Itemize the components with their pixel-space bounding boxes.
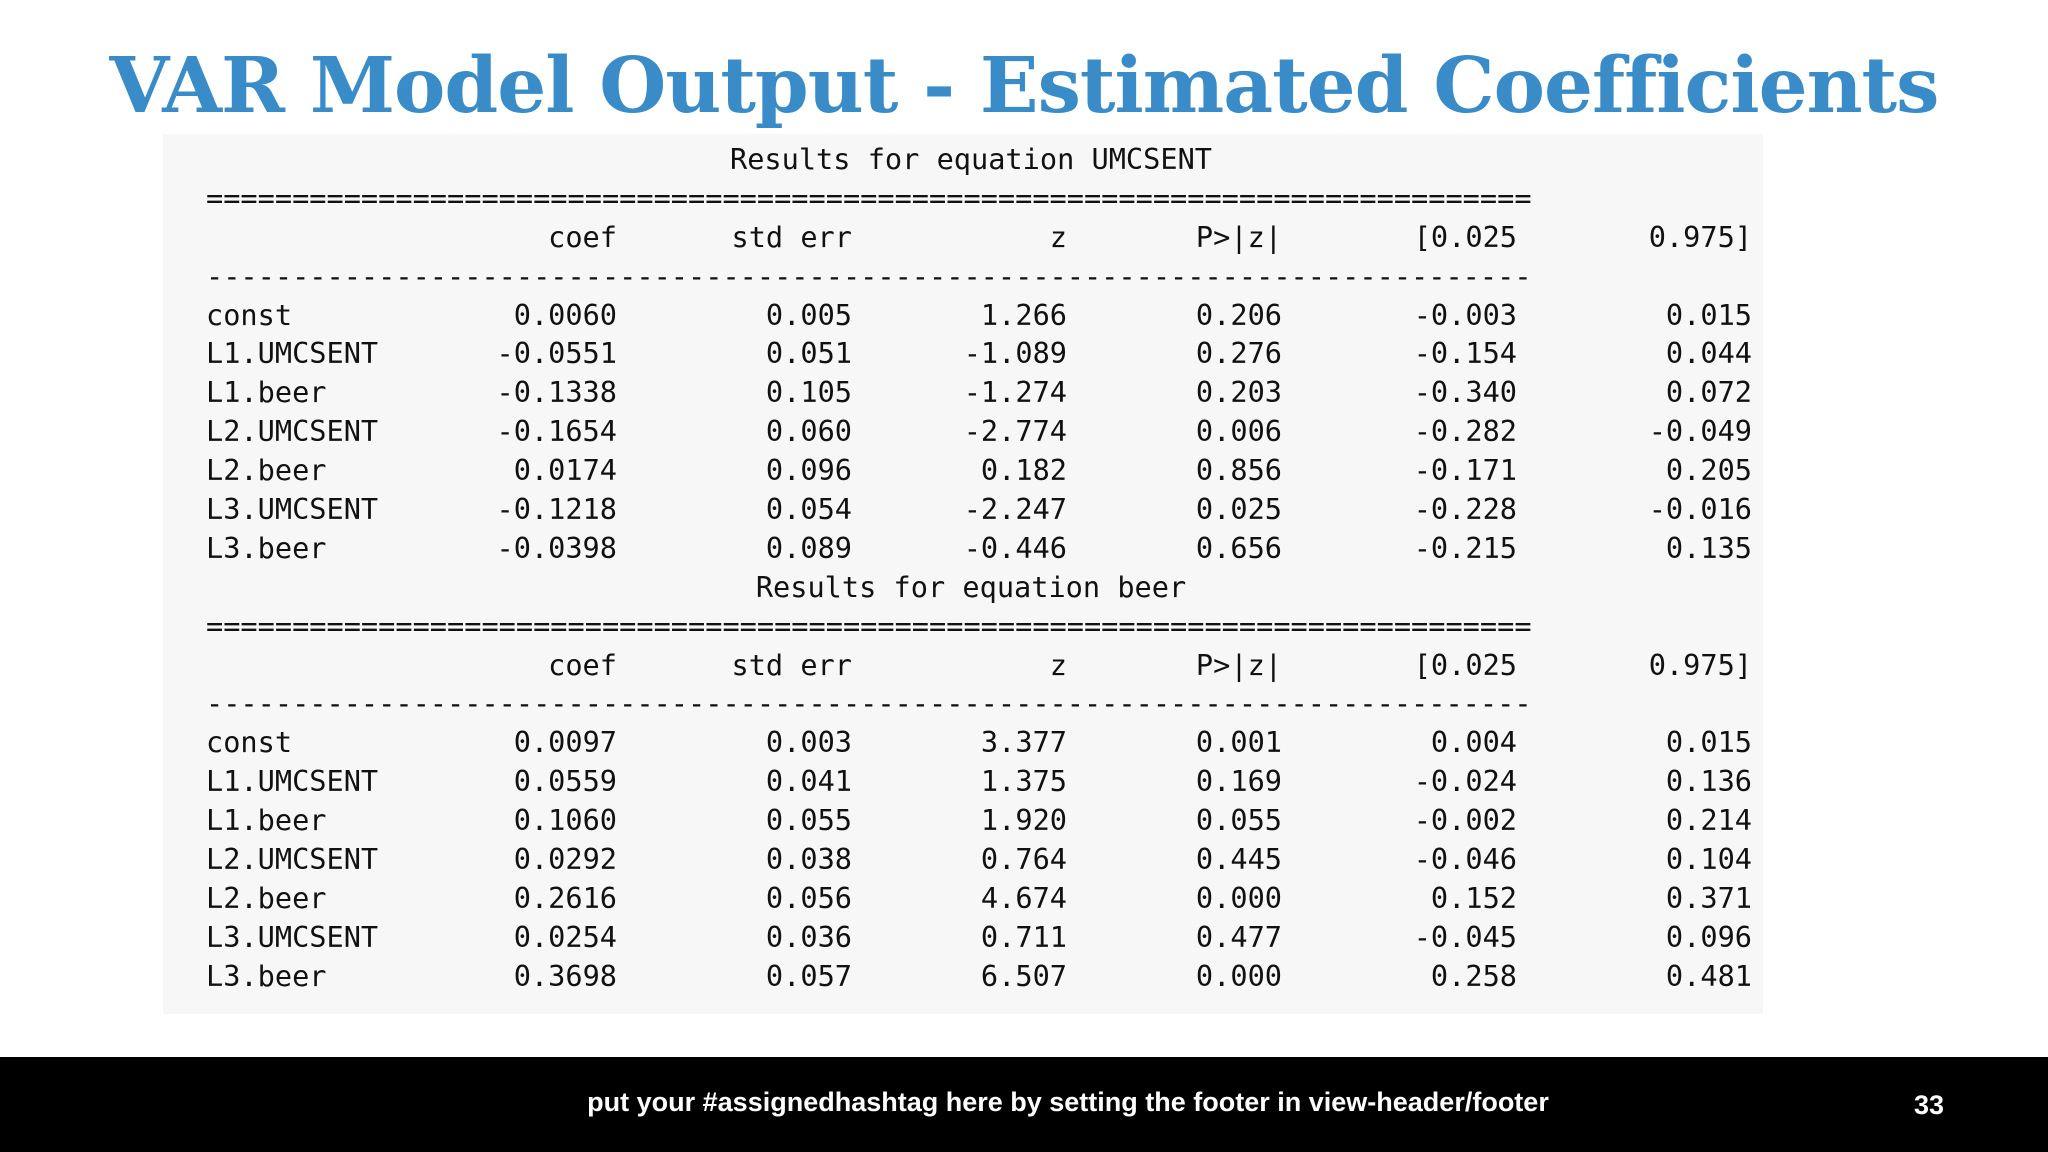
table-cell: 0.182	[980, 453, 1067, 488]
column-header-row	[206, 218, 1752, 257]
table-cell: 0.656	[1195, 530, 1282, 565]
page-number: 33	[1913, 1090, 1944, 1120]
table-cell: 0.2616	[513, 880, 617, 915]
column-header: coef	[548, 219, 617, 254]
table-cell: -0.002	[1413, 803, 1517, 838]
table-cell: 0.060	[765, 414, 852, 449]
table-cell: -0.016	[1648, 492, 1752, 527]
table-cell: 0.006	[1195, 414, 1282, 449]
table-cell: 0.055	[765, 803, 852, 838]
table-cell: 0.477	[1195, 919, 1282, 954]
table-cell: 0.038	[765, 842, 852, 877]
row-label: L3.UMCSENT	[206, 919, 379, 954]
table-cell: 0.0559	[513, 764, 617, 799]
table-cell: 0.015	[1665, 725, 1752, 760]
slide-title: VAR Model Output - Estimated Coefficients	[109, 41, 1939, 131]
table-cell: -1.089	[963, 336, 1067, 371]
table-cell: 0.055	[1195, 803, 1282, 838]
row-label: L3.beer	[206, 530, 327, 565]
row-label: L1.UMCSENT	[206, 764, 379, 799]
table-cell: -2.247	[963, 492, 1067, 527]
table-cell: 0.856	[1195, 453, 1282, 488]
column-header: P>|z|	[1195, 219, 1282, 254]
table-cell: 0.205	[1665, 453, 1752, 488]
row-label: const	[206, 725, 293, 760]
table-cell: 0.096	[1665, 919, 1752, 954]
row-label: L2.UMCSENT	[206, 414, 379, 449]
table-cell: 0.104	[1665, 842, 1752, 877]
table-cell: -0.282	[1413, 414, 1517, 449]
table-cell: 0.000	[1195, 958, 1282, 993]
table-cell: 0.152	[1430, 880, 1517, 915]
row-label: L3.UMCSENT	[206, 492, 379, 527]
table-cell: 0.044	[1665, 336, 1752, 371]
row-label: L2.beer	[206, 453, 327, 488]
table-cell: 0.445	[1195, 842, 1282, 877]
table-cell: -0.045	[1413, 919, 1517, 954]
footer-bar	[0, 1057, 2048, 1152]
table-cell: 0.276	[1195, 336, 1282, 371]
table-cell: 0.025	[1195, 492, 1282, 527]
row-label: L1.UMCSENT	[206, 336, 379, 371]
table-cell: 0.096	[765, 453, 852, 488]
table-cell: 0.036	[765, 919, 852, 954]
equation-heading-text: Results for equation beer	[755, 569, 1187, 604]
table-cell: -0.0398	[496, 530, 617, 565]
table-cell: 0.214	[1665, 803, 1752, 838]
column-header-row	[206, 646, 1752, 685]
table-cell: 0.089	[765, 530, 852, 565]
table-cell: 0.005	[765, 297, 852, 332]
table-cell: 0.203	[1195, 375, 1282, 410]
table-cell: 1.266	[980, 297, 1067, 332]
table-cell: 0.0292	[513, 842, 617, 877]
table-row	[206, 957, 1752, 996]
column-header: std err	[731, 647, 852, 682]
table-cell: -2.774	[963, 414, 1067, 449]
table-cell: 0.135	[1665, 530, 1752, 565]
table-cell: 0.136	[1665, 764, 1752, 799]
table-cell: 0.0174	[513, 453, 617, 488]
column-header: [0.025	[1413, 647, 1517, 682]
table-row	[206, 762, 1752, 801]
table-cell: -0.215	[1413, 530, 1517, 565]
double-rule: =============================================================================	[206, 180, 1532, 215]
table-cell: 0.0097	[513, 725, 617, 760]
row-label: L1.beer	[206, 375, 327, 410]
equation-heading	[206, 140, 1752, 179]
table-cell: 0.105	[765, 375, 852, 410]
table-cell: 0.206	[1195, 297, 1282, 332]
equation-heading	[206, 568, 1752, 607]
column-header: std err	[731, 219, 852, 254]
table-cell: 0.371	[1665, 880, 1752, 915]
table-cell: 0.057	[765, 958, 852, 993]
column-header: P>|z|	[1195, 647, 1282, 682]
table-cell: -0.340	[1413, 375, 1517, 410]
table-cell: -0.1218	[496, 492, 617, 527]
table-cell: 1.920	[980, 803, 1067, 838]
table-cell: -0.0551	[496, 336, 617, 371]
table-cell: -0.049	[1648, 414, 1752, 449]
table-cell: 0.041	[765, 764, 852, 799]
table-cell: -0.1654	[496, 414, 617, 449]
table-cell: 0.015	[1665, 297, 1752, 332]
table-cell: 0.072	[1665, 375, 1752, 410]
table-row	[206, 451, 1752, 490]
table-cell: -0.446	[963, 530, 1067, 565]
table-cell: 0.481	[1665, 958, 1752, 993]
table-row	[206, 490, 1752, 529]
table-cell: 0.0060	[513, 297, 617, 332]
column-header: z	[1049, 647, 1067, 682]
table-cell: 1.375	[980, 764, 1067, 799]
table-cell: 3.377	[980, 725, 1067, 760]
single-rule: -----------------------------------------------------------------------------	[206, 258, 1532, 293]
table-cell: -0.046	[1413, 842, 1517, 877]
table-cell: -1.274	[963, 375, 1067, 410]
table-cell: 0.051	[765, 336, 852, 371]
table-row	[206, 879, 1752, 918]
column-header: 0.975]	[1648, 647, 1752, 682]
regression-output-screenshot	[163, 134, 1763, 1014]
table-row	[206, 373, 1752, 412]
column-header: [0.025	[1413, 219, 1517, 254]
table-cell: 0.3698	[513, 958, 617, 993]
single-rule: -----------------------------------------------------------------------------	[206, 686, 1532, 721]
column-header: coef	[548, 647, 617, 682]
table-cell: 0.258	[1430, 958, 1517, 993]
table-cell: 0.1060	[513, 803, 617, 838]
table-cell: -0.228	[1413, 492, 1517, 527]
row-label: L2.beer	[206, 880, 327, 915]
table-cell: 0.764	[980, 842, 1067, 877]
column-header: z	[1049, 219, 1067, 254]
table-cell: -0.1338	[496, 375, 617, 410]
table-cell: 0.000	[1195, 880, 1282, 915]
table-cell: 4.674	[980, 880, 1067, 915]
table-cell: 0.003	[765, 725, 852, 760]
regression-output-text	[206, 140, 1752, 996]
table-cell: 0.054	[765, 492, 852, 527]
column-header: 0.975]	[1648, 219, 1752, 254]
table-cell: 0.0254	[513, 919, 617, 954]
row-label: L2.UMCSENT	[206, 842, 379, 877]
table-cell: 0.001	[1195, 725, 1282, 760]
equation-heading-text: Results for equation UMCSENT	[729, 142, 1213, 176]
row-label: const	[206, 297, 293, 332]
table-row	[206, 529, 1752, 568]
table-cell: -0.003	[1413, 297, 1517, 332]
table-cell: 0.711	[980, 919, 1067, 954]
table-cell: 0.169	[1195, 764, 1282, 799]
row-label: L3.beer	[206, 958, 327, 993]
table-row	[206, 801, 1752, 840]
table-cell: 0.004	[1430, 725, 1517, 760]
table-cell: -0.154	[1413, 336, 1517, 371]
row-label: L1.beer	[206, 803, 327, 838]
table-row	[206, 334, 1752, 373]
table-row	[206, 296, 1752, 335]
table-row	[206, 723, 1752, 762]
table-cell: -0.171	[1413, 453, 1517, 488]
footer-text: put your #assignedhashtag here by setting the footer in view-header/footer	[587, 1087, 1549, 1117]
table-row	[206, 412, 1752, 451]
double-rule: =============================================================================	[206, 608, 1532, 643]
table-cell: 0.056	[765, 880, 852, 915]
table-cell: -0.024	[1413, 764, 1517, 799]
table-row	[206, 840, 1752, 879]
table-cell: 6.507	[980, 958, 1067, 993]
table-row	[206, 918, 1752, 957]
